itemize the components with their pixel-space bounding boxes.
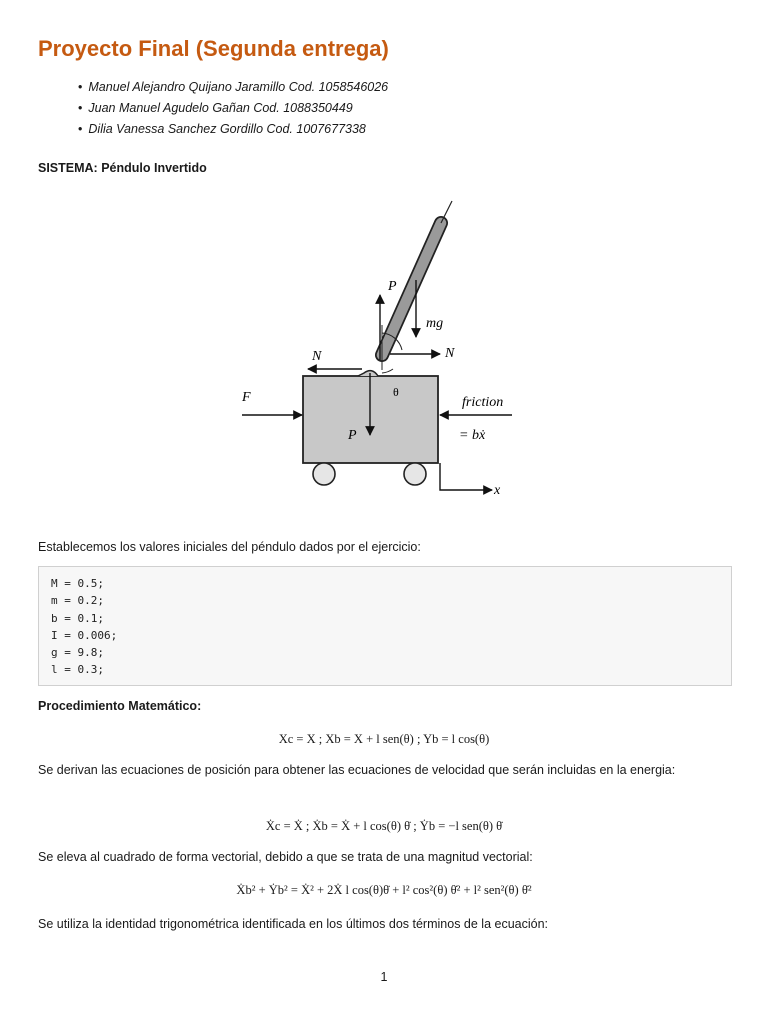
label-mg: mg: [426, 316, 444, 331]
author-text: Manuel Alejandro Quijano Jaramillo Cod. 1058546026: [88, 80, 389, 94]
author-item: [78, 98, 388, 119]
code-line: m = 0.2;: [51, 594, 104, 608]
intro-text: Establecemos los valores iniciales del péndulo dados por el ejercicio:: [38, 540, 421, 554]
velocity-text: Se derivan las ecuaciones de posición para obtener las ecuaciones de velocidad que serán incluidas en la energia:: [38, 763, 676, 777]
identity-text: Se utiliza la identidad trigonométrica identificada en los últimos dos términos de la ecuación:: [38, 917, 549, 931]
bullet-icon: •: [78, 80, 83, 94]
code-line: M = 0.5;: [51, 577, 104, 590]
system-heading: SISTEMA: Péndulo Invertido: [38, 161, 207, 175]
equation-velocity: Ẋc = Ẋ ; Ẋb = Ẋ + l cos(θ) θ̇ ; Ẏb = −l sen(θ) θ̇: [265, 819, 503, 833]
code-line: b = 0.1;: [51, 611, 104, 625]
equation-position: Xc = X ; Xb = X + l sen(θ) ; Yb = l cos(θ): [278, 732, 490, 746]
label-bx: = bẋ: [459, 428, 486, 443]
pendulum-rod: [382, 201, 452, 355]
procedure-heading: Procedimiento Matemático:: [38, 699, 202, 713]
wheel-right: [404, 463, 426, 485]
square-text: Se eleva al cuadrado de forma vectorial, debido a que se trata de una magnitud vectorial:: [38, 850, 533, 864]
author-item: [78, 119, 388, 140]
inverted-pendulum-diagram: [230, 195, 530, 500]
code-line: g = 9.8;: [51, 646, 104, 660]
label-x: x: [494, 483, 501, 498]
label-friction: friction: [462, 395, 504, 410]
label-f: F: [242, 390, 251, 405]
author-text: Juan Manuel Agudelo Gañan Cod. 1088350449: [88, 101, 353, 115]
x-axis-arrow: [440, 463, 492, 490]
code-line: l = 0.3;: [51, 663, 104, 677]
label-theta: θ: [393, 385, 399, 399]
label-n-left: N: [312, 349, 322, 364]
author-text: Dilia Vanessa Sanchez Gordillo Cod. 1007677338: [88, 122, 366, 136]
label-p-bottom: P: [348, 428, 357, 443]
document-title: Proyecto Final (Segunda entrega): [38, 36, 389, 61]
author-list: [78, 77, 388, 140]
code-block: [38, 566, 732, 686]
author-item: [78, 77, 388, 98]
equation-square: Ẋb² + Ẏb² = Ẋ² + 2Ẋ l cos(θ)θ̇ + l² cos²(θ) θ̇² + l² sen²(θ) θ̇²: [236, 883, 532, 897]
wheel-left: [313, 463, 335, 485]
bullet-icon: •: [78, 122, 83, 136]
cart-notch: [358, 371, 378, 376]
label-p-top: P: [388, 279, 397, 294]
bullet-icon: •: [78, 101, 83, 115]
label-n-right: N: [445, 346, 455, 361]
code-line: I = 0.006;: [51, 628, 118, 642]
page-number: 1: [380, 970, 388, 984]
